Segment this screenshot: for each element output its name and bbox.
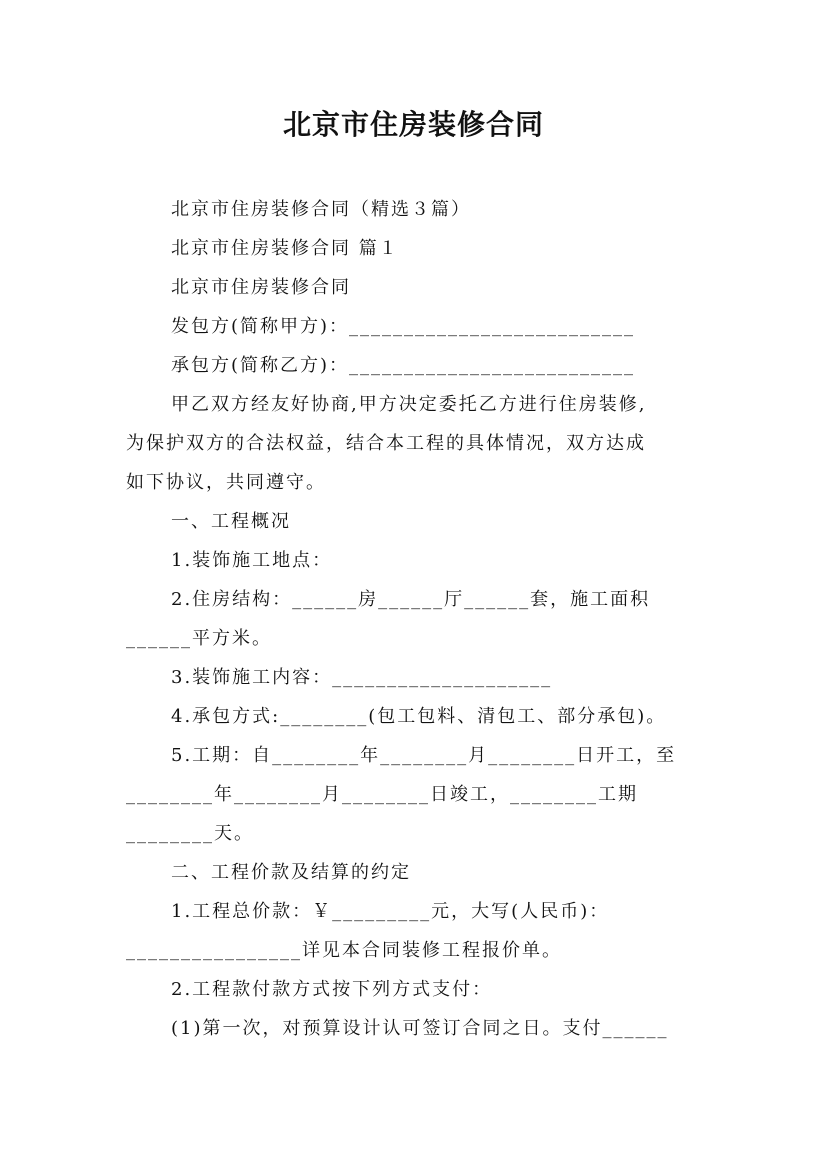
intro-paragraph-line-2: 为保护双方的合法权益，结合本工程的具体情况，双方达成 [126,433,646,454]
item-construction-period-continued-1: ________年________月________日竣工，________工期 [126,784,638,805]
party-b-line: 承包方(简称乙方)：__________________________ [171,355,636,376]
section-heading-part-one: 北京市住房装修合同 篇１ [171,238,399,259]
item-contract-method: 4.承包方式:________(包工包料、清包工、部分承包)。 [171,706,667,727]
intro-paragraph-line-1: 甲乙双方经友好协商,甲方决定委托乙方进行住房装修, [171,394,647,415]
section-price-settlement: 二、工程价款及结算的约定 [171,862,411,883]
document-title: 北京市住房装修合同 [282,108,544,141]
subtitle-selected-three: 北京市住房装修合同（精选３篇） [171,199,471,220]
item-housing-structure-continued: ______平方米。 [126,628,272,649]
item-construction-period: 5.工期：自________年________月________日开工，至 [171,745,677,766]
intro-paragraph-line-3: 如下协议，共同遵守。 [126,472,326,493]
party-a-line: 发包方(简称甲方)：__________________________ [171,316,636,337]
item-housing-structure: 2.住房结构：______房______厅______套，施工面积 [171,589,651,610]
item-construction-location: 1.装饰施工地点： [171,550,333,571]
item-construction-period-continued-2: ________天。 [126,823,254,844]
item-total-price-continued: ________________详见本合同装修工程报价单。 [126,940,562,961]
item-total-price: 1.工程总价款：￥_________元，大写(人民币)： [171,901,610,922]
document-body [126,190,704,1048]
section-project-overview: 一、工程概况 [171,511,291,532]
item-first-payment: (1)第一次，对预算设计认可签订合同之日。支付______ [171,1018,669,1039]
contract-heading: 北京市住房装修合同 [171,277,351,298]
item-construction-content: 3.装饰施工内容：____________________ [171,667,553,688]
item-payment-method: 2.工程款付款方式按下列方式支付： [171,979,493,1000]
